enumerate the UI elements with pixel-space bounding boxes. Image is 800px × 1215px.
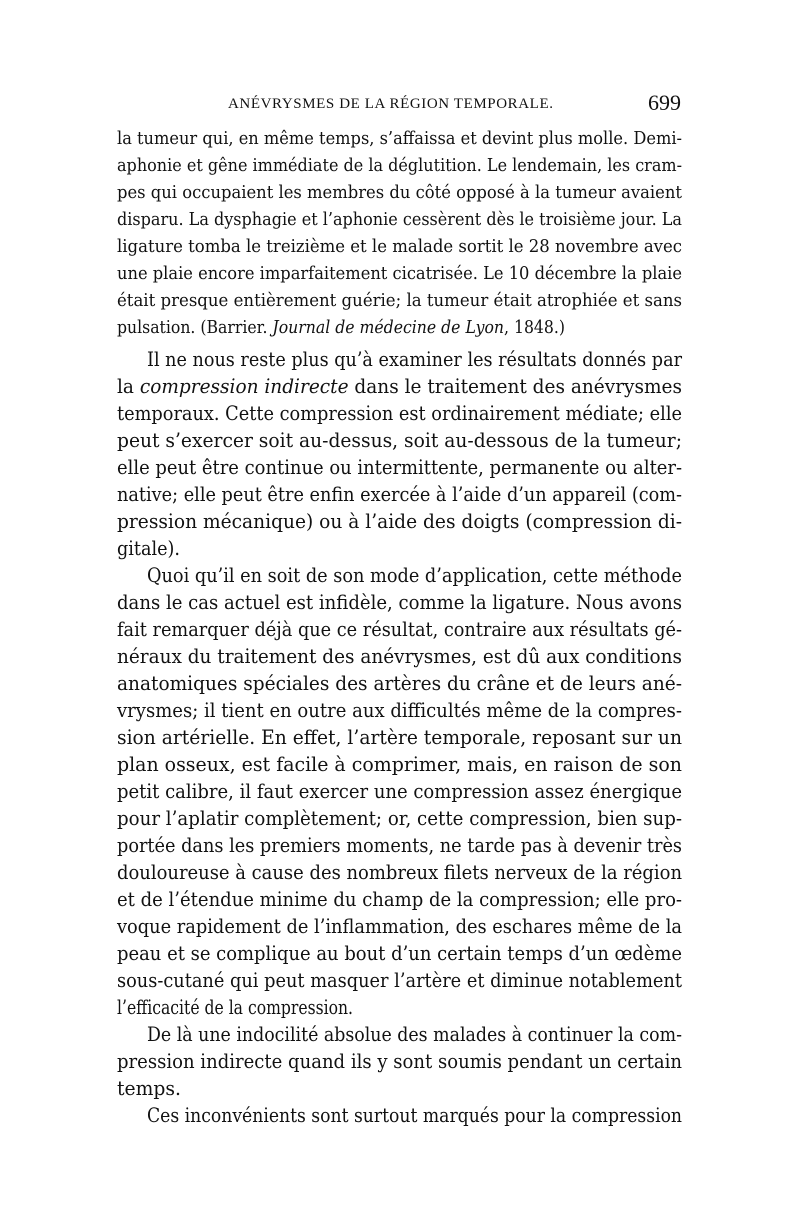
page-number: 699 bbox=[648, 90, 681, 115]
running-head-title: ANÉVRYSMES DE LA RÉGION TEMPORALE. bbox=[228, 96, 554, 112]
text-line: gitale). bbox=[117, 536, 180, 560]
text-line: Quoi qu’il en soit de son mode d’application, cette méthode bbox=[147, 563, 682, 587]
text-line: fait remarquer déjà que ce résultat, contraire aux résultats gé- bbox=[117, 617, 683, 641]
text-line: une plaie encore imparfaitement cicatrisée. Le 10 décembre la plaie bbox=[117, 263, 682, 284]
text-line: et de l’étendue minime du champ de la compression; elle pro- bbox=[117, 887, 682, 911]
text-line: plan osseux, est facile à comprimer, mais, en raison de son bbox=[117, 752, 682, 776]
text-line: temps. bbox=[117, 1076, 181, 1100]
text-line: ligature tomba le treizième et le malade sortit le 28 novembre avec bbox=[117, 236, 683, 257]
text-line: peau et se complique au bout d’un certain temps d’un œdème bbox=[117, 941, 683, 965]
text-line: anatomiques spéciales des artères du crâne et de leurs ané- bbox=[117, 671, 682, 695]
text-line: Ces inconvénients sont surtout marqués pour la compression bbox=[147, 1103, 683, 1127]
text-line: sion artérielle. En effet, l’artère temporale, reposant sur un bbox=[117, 725, 682, 749]
text-line: voque rapidement de l’inflammation, des eschares même de la bbox=[117, 914, 683, 938]
text-line: portée dans les premiers moments, ne tarde pas à devenir très bbox=[117, 833, 683, 857]
text-line: la compression indirecte dans le traitement des anévrysmes bbox=[117, 374, 683, 398]
text-line: disparu. La dysphagie et l’aphonie cessèrent dès le troisième jour. La bbox=[117, 209, 682, 230]
text-line: temporaux. Cette compression est ordinairement médiate; elle bbox=[117, 401, 682, 425]
text-line: De là une indocilité absolue des malades à continuer la com- bbox=[147, 1022, 682, 1046]
text-line: était presque entièrement guérie; la tumeur était atrophiée et sans bbox=[117, 290, 682, 311]
text-line: néraux du traitement des anévrysmes, est dû aux conditions bbox=[117, 644, 682, 668]
text-line: Il ne nous reste plus qu’à examiner les résultats donnés par bbox=[147, 347, 682, 371]
text-line: vrysmes; il tient en outre aux difficultés même de la compres- bbox=[117, 698, 682, 722]
text-line: dans le cas actuel est infidèle, comme la ligature. Nous avons bbox=[117, 590, 682, 614]
text-line: douloureuse à cause des nombreux filets nerveux de la région bbox=[117, 860, 683, 884]
text-line: la tumeur qui, en même temps, s’affaissa et devint plus molle. Demi- bbox=[117, 128, 683, 149]
text-line: pression mécanique) ou à l’aide des doigts (compression di- bbox=[117, 509, 682, 533]
text-line: elle peut être continue ou intermittente, permanente ou alter- bbox=[117, 455, 683, 479]
text-line: aphonie et gêne immédiate de la déglutition. Le lendemain, les cram- bbox=[117, 155, 683, 176]
text-line: petit calibre, il faut exercer une compression assez énergique bbox=[117, 779, 682, 803]
text-line: pression indirecte quand ils y sont soumis pendant un certain bbox=[117, 1049, 682, 1073]
text-line: peut s’exercer soit au-dessus, soit au-dessous de la tumeur; bbox=[117, 428, 682, 452]
text-line: sous-cutané qui peut masquer l’artère et diminue notablement bbox=[117, 968, 682, 992]
text-line: pes qui occupaient les membres du côté opposé à la tumeur avaient bbox=[117, 182, 682, 203]
text-line: l’efficacité de la compression. bbox=[117, 995, 353, 1019]
text-line: native; elle peut être enfin exercée à l’aide d’un appareil (com- bbox=[117, 482, 682, 506]
text-line: pour l’aplatir complètement; or, cette compression, bien sup- bbox=[117, 806, 683, 830]
text-line: pulsation. (Barrier. Journal de médecine de Lyon, 1848.) bbox=[117, 317, 565, 338]
running-head bbox=[0, 90, 800, 120]
